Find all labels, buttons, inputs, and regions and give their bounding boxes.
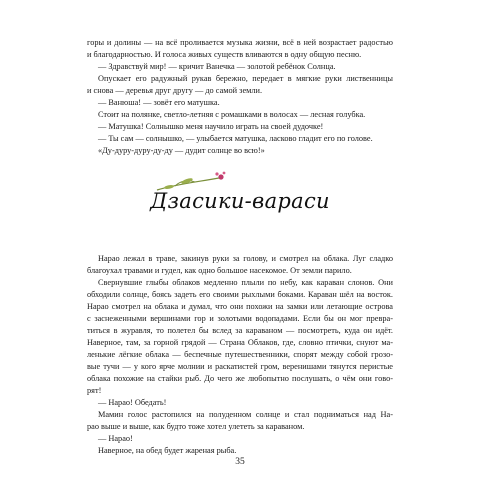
text-line: «Ду-дуру-дуру-ду-ду — дудит солнце во всю!»: [98, 146, 265, 155]
text-line: Опускает его радужный рукав бережно, передает в мягкие руки лиственницы: [98, 74, 393, 83]
text-line: — Здравствуй мир! — кричит Ванечка — золотой ребёнок Солнца.: [98, 62, 336, 71]
text-line: с заснеженными вершинами гор и золотыми водопадами. Если бы он мог превра-: [87, 314, 393, 323]
text-line: рао выше и выше, как будто тоже хотел улететь за караваном.: [87, 422, 305, 431]
page-number: 35: [235, 457, 245, 467]
text-line: Наверное, там, за горной грядой — Страна Облаков, где, словно птички, снуют ма-: [87, 338, 393, 347]
text-line: — Матушка! Солнышко меня научило играть на своей дудочке!: [98, 122, 324, 131]
text-line: горы и долины — на всё проливается музыка жизни, всё в ней возрастает радостью: [87, 38, 393, 47]
chapter-title: Дзасики-вараси: [150, 189, 330, 213]
text-line: Нарао лежал в траве, закинув руки за голову, и смотрел на облака. Луг сладко: [98, 254, 393, 263]
top-paragraphs: [87, 37, 393, 157]
text-line: вые тучи — у кого ярче молнии и раскатистей гром, веренишами тянутся перистые: [87, 362, 393, 371]
text-line: Наверное, на обед будет жареная рыба.: [98, 446, 237, 455]
bottom-paragraphs: [87, 253, 393, 457]
text-line: обходили солнце, боясь задеть его своими рыхлыми боками. Караван шёл на восток.: [87, 290, 393, 299]
text-line: — Нарао! Обедать!: [98, 398, 167, 407]
text-line: — Ты сам — солнышко, — улыбается матушка, ласково гладит его по голове.: [98, 134, 373, 143]
text-line: и благодарностью. И голоса живых существ вливаются в одну общую песню.: [87, 50, 362, 59]
text-line: титься в журавля, то полетел бы вслед за караваном — посмотреть, куда он идёт.: [87, 326, 393, 335]
text-line: Стоит на полянке, светло-летняя с ромашками в волосах — лесная голубка.: [98, 110, 366, 119]
text-line: облака похожие на стайки рыб. До чего же любопытно послушать, о чём они гово-: [87, 374, 393, 383]
text-line: благоухал травами и гудел, как одно большое насекомое. От земли парило.: [87, 266, 352, 275]
text-line: ленькие лёгкие облака — беспечные путешественники, спорят между собой грозо-: [87, 350, 393, 359]
text-line: и снова — деревья друг другу — до самой земли.: [87, 86, 263, 95]
text-line: Свернувшие глыбы облаков медленно плыли по небу, как караван слонов. Они: [98, 278, 393, 287]
text-line: рят!: [87, 386, 102, 395]
chapter-heading: [87, 170, 393, 228]
text-line: Нарао смотрел на облака и думал, что они похожи на замки или летающие острова: [87, 302, 393, 311]
text-line: — Ванюша! — зовёт его матушка.: [98, 98, 220, 107]
text-line: Мамин голос растопился на полуденном солнце и стал подниматься над На-: [98, 410, 393, 419]
text-line: — Нарао!: [98, 434, 133, 443]
